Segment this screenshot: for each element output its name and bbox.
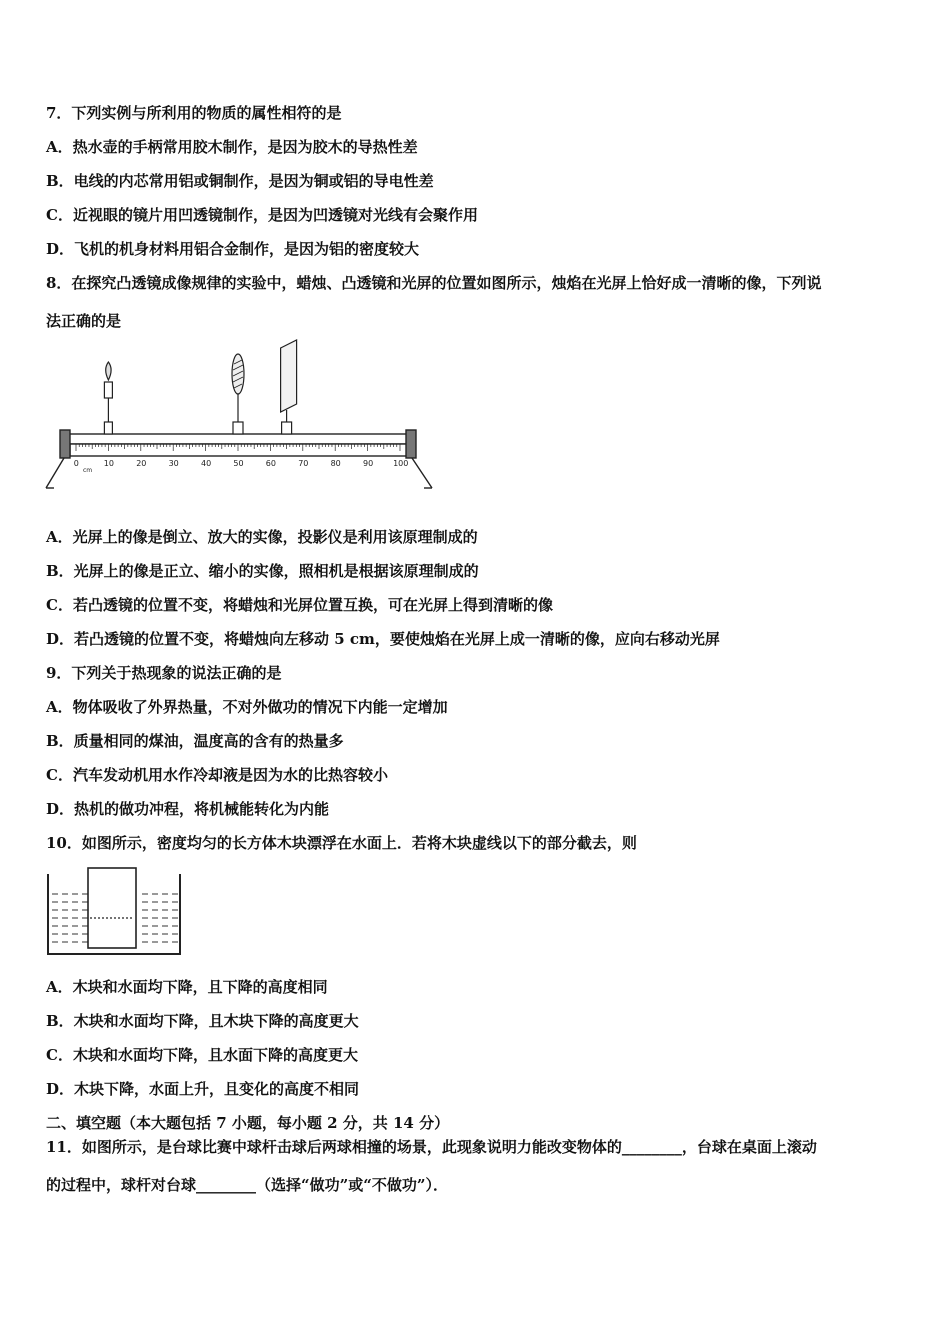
- section2-heading: 二、填空题（本大题包括 7 小题，每小题 2 分，共 14 分）: [46, 1114, 450, 1132]
- ruler-label: 10: [103, 459, 114, 468]
- q7-option-c: C．近视眼的镜片用凹透镜制作，是因为凹透镜对光线有会聚作用: [46, 206, 478, 224]
- q11-line1: 11．如图所示，是台球比赛中球杆击球后两球相撞的场景，此现象说明力能改变物体的________，台球在桌面上滚动: [46, 1138, 817, 1156]
- ruler-unit: cm: [83, 467, 93, 474]
- convex-lens: [232, 354, 244, 434]
- q10-option-d: D．木块下降，水面上升，且变化的高度不相同: [46, 1080, 360, 1098]
- q7-stem: 7．下列实例与所利用的物质的属性相符的是: [46, 104, 342, 122]
- q11-line2: 的过程中，球杆对台球________（选择“做功”或“不做功”）．: [46, 1176, 449, 1194]
- q10-option-a: A．木块和水面均下降，且下降的高度相同: [46, 978, 328, 996]
- bench-leg-left: [46, 458, 64, 488]
- ruler-label: 80: [330, 459, 341, 468]
- candle: [104, 362, 112, 434]
- bench-rail: [66, 434, 411, 444]
- q8-stem-line1: 8．在探究凸透镜成像规律的实验中，蜡烛、凸透镜和光屏的位置如图所示，烛焰在光屏上恰好成一清晰的像，下列说: [46, 274, 822, 292]
- ruler-label: 20: [136, 459, 147, 468]
- ruler-label: 100: [393, 459, 409, 468]
- optical-bench-figure: [44, 338, 436, 490]
- q10-stem: 10．如图所示，密度均匀的长方体木块漂浮在水面上．若将木块虚线以下的部分截去，则: [46, 834, 637, 852]
- ruler-label: 0: [73, 459, 79, 468]
- q9-option-a: A．物体吸收了外界热量，不对外做功的情况下内能一定增加: [46, 698, 448, 716]
- bench-end-left: [60, 430, 70, 458]
- bench-end-right: [406, 430, 416, 458]
- bench-leg-right: [412, 458, 432, 488]
- q7-option-d: D．飞机的机身材料用铝合金制作，是因为铝的密度较大: [46, 240, 420, 258]
- q8-stem-line2: 法正确的是: [46, 312, 122, 330]
- q8-option-a: A．光屏上的像是倒立、放大的实像，投影仪是利用该原理制成的: [46, 528, 478, 546]
- ruler-label: 50: [233, 459, 244, 468]
- ruler-label: 40: [201, 459, 212, 468]
- q7-option-a: A．热水壶的手柄常用胶木制作，是因为胶木的导热性差: [46, 138, 418, 156]
- q8-option-d: D．若凸透镜的位置不变，将蜡烛向左移动 5 cm，要使烛焰在光屏上成一清晰的像，应向右移动光屏: [46, 630, 720, 648]
- ruler-label: 90: [363, 459, 374, 468]
- q10-option-b: B．木块和水面均下降，且木块下降的高度更大: [46, 1012, 359, 1030]
- ruler-label: 60: [265, 459, 276, 468]
- wooden-block: [88, 868, 136, 948]
- q9-stem: 9．下列关于热现象的说法正确的是: [46, 664, 282, 682]
- ruler-label: 70: [298, 459, 309, 468]
- ruler-strip: [70, 444, 407, 456]
- q9-option-d: D．热机的做功冲程，将机械能转化为内能: [46, 800, 330, 818]
- q7-option-b: B．电线的内芯常用铝或铜制作，是因为铜或铝的导电性差: [46, 172, 434, 190]
- light-screen: [281, 340, 297, 434]
- q9-option-c: C．汽车发动机用水作冷却液是因为水的比热容较小: [46, 766, 388, 784]
- q10-option-c: C．木块和水面均下降，且水面下降的高度更大: [46, 1046, 358, 1064]
- q8-option-c: C．若凸透镜的位置不变，将蜡烛和光屏位置互换，可在光屏上得到清晰的像: [46, 596, 553, 614]
- floating-block-figure: [44, 864, 186, 960]
- q8-option-b: B．光屏上的像是正立、缩小的实像，照相机是根据该原理制成的: [46, 562, 479, 580]
- q9-option-b: B．质量相同的煤油，温度高的含有的热量多: [46, 732, 344, 750]
- ruler-label: 30: [168, 459, 179, 468]
